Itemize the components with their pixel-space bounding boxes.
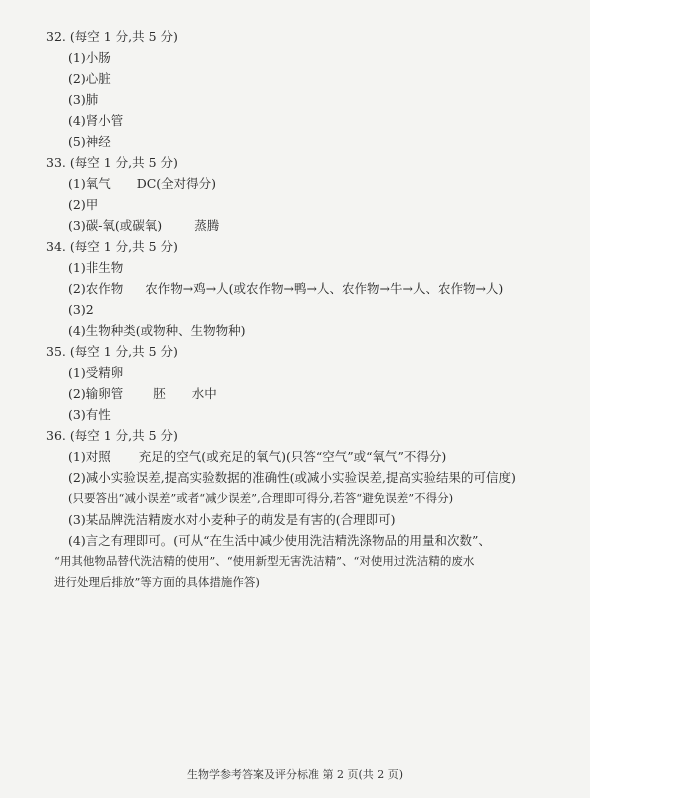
answer-line [46,173,566,194]
answer-content [46,26,566,593]
answer-part: DC(全对得分) [136,176,217,191]
answer-part: (1)对照 [68,449,111,464]
answer-line [46,215,566,236]
answer-part: 充足的空气(或充足的氧气)(只答“空气”或“氧气”不得分) [138,449,447,464]
page-footer: 生物学参考答案及评分标准 第 2 页(共 2 页) [186,768,404,781]
answer-line: (1)小肠 [68,50,111,65]
answer-part: (3)碳-氧(或碳氧) [68,218,163,233]
answer-line [46,383,566,404]
answer-part: 胚 [153,386,166,401]
answer-line: (1)受精卵 [68,365,124,380]
scoring-note: (只要答出“减小误差”或者“减少误差”,合理即可得分,若答“避免误差”不得分) [68,491,454,505]
answer-part: 水中 [191,386,217,401]
answer-part: (2)输卵管 [68,386,124,401]
answer-part: (2)农作物 [68,281,124,296]
answer-line: (2)甲 [68,197,99,212]
answer-line: (3)有性 [68,407,111,422]
answer-continuation: 进行处理后排放”等方面的具体措施作答) [54,575,260,589]
question-header: 35. (每空 1 分,共 5 分) [46,344,178,359]
answer-line: (3)某品牌洗洁精废水对小麦种子的萌发是有害的(合理即可) [68,512,396,527]
answer-part: (1)氧气 [68,176,111,191]
answer-continuation: “用其他物品替代洗洁精的使用”、“使用新型无害洗洁精”、“对使用过洗洁精的废水 [54,554,475,568]
answer-line [46,278,566,299]
answer-line: (2)心脏 [68,71,111,86]
question-header: 36. (每空 1 分,共 5 分) [46,428,178,443]
question-header: 32. (每空 1 分,共 5 分) [46,29,178,44]
answer-line: (2)减小实验误差,提高实验数据的准确性(或减小实验误差,提高实验结果的可信度) [68,470,516,485]
answer-line: (4)言之有理即可。(可从“在生活中减少使用洗洁精洗涤物品的用量和次数”、 [68,533,491,548]
answer-line: (4)肾小管 [68,113,124,128]
answer-part: 农作物→鸡→人(或农作物→鸭→人、农作物→牛→人、农作物→人) [145,281,504,296]
answer-line: (3)2 [68,302,94,317]
answer-line [46,446,566,467]
answer-line: (4)生物种类(或物种、生物物种) [68,323,246,338]
question-header: 33. (每空 1 分,共 5 分) [46,155,178,170]
answer-line: (1)非生物 [68,260,124,275]
answer-part: 蒸腾 [194,218,220,233]
answer-line: (5)神经 [68,134,111,149]
question-header: 34. (每空 1 分,共 5 分) [46,239,178,254]
answer-line: (3)肺 [68,92,99,107]
